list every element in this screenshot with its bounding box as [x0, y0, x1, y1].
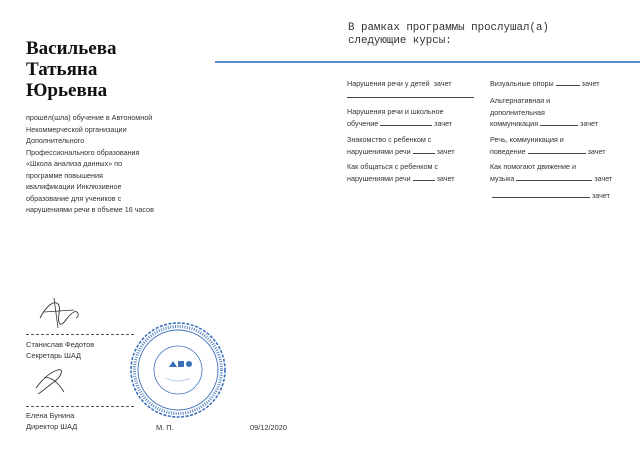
course-title: Речь, коммуникация и	[490, 135, 564, 144]
course-title: нарушениями речи	[347, 173, 411, 183]
signatory-name: Станислав Федотов	[26, 340, 95, 349]
signature-line	[26, 334, 134, 335]
course-underline	[516, 173, 592, 181]
course-title: Нарушения речи и школьное	[347, 107, 444, 116]
course-status: зачет	[594, 173, 613, 183]
signatory-role: Директор ШАД	[26, 422, 78, 431]
courses-heading	[348, 22, 628, 48]
course-status: зачет	[592, 191, 610, 200]
signatory-block	[26, 339, 94, 361]
stamp-label: М. П.	[156, 423, 174, 432]
statement-line: квалификации Инклюзивное	[26, 182, 122, 191]
course-title: Как помогают движение и	[490, 162, 576, 171]
course-item	[490, 78, 630, 90]
signature-line	[26, 406, 134, 407]
signature-bunina	[28, 364, 72, 398]
statement-line: прошёл(шла) обучение в Автономной	[26, 113, 153, 122]
recipient-first-name: Татьяна	[26, 59, 98, 80]
signatory-name: Елена Бунина	[26, 411, 75, 420]
course-title: Альтернативная и	[490, 96, 551, 105]
statement-line: программе повышения	[26, 170, 103, 180]
recipient-surname: Васильева	[26, 38, 117, 59]
statement-line: образование для учеников с	[26, 193, 122, 203]
course-title: Визуальные опоры	[490, 79, 554, 88]
heading-line: В рамках программы прослушал(а)	[348, 22, 549, 34]
heading-rule	[215, 61, 640, 63]
course-title: музыка	[490, 173, 515, 183]
course-item	[347, 106, 477, 129]
statement-line: Профессионального образования	[26, 147, 140, 157]
course-underline	[380, 118, 432, 126]
course-item	[347, 78, 477, 101]
course-title: коммуникация	[490, 119, 539, 128]
course-title: поведение	[490, 146, 526, 156]
course-title: Знакомство с ребенком с	[347, 135, 432, 144]
course-underline	[492, 190, 590, 198]
official-stamp	[128, 320, 228, 420]
statement-line: нарушениями речи в объеме 16 часов	[26, 205, 154, 214]
statement-line: Некоммерческой организации	[26, 124, 127, 134]
course-title: нарушениями речи	[347, 146, 411, 156]
issue-date: 09/12/2020	[250, 423, 287, 432]
course-item	[490, 161, 630, 184]
course-underline	[347, 90, 474, 98]
recipient-name	[26, 38, 216, 101]
course-status: зачет	[436, 146, 455, 156]
course-title: Как общаться с ребенком с	[347, 162, 438, 171]
course-underline	[413, 173, 435, 181]
course-underline	[556, 78, 580, 86]
course-title: дополнительная	[490, 107, 545, 117]
course-status: зачет	[436, 173, 455, 183]
signatory-block	[26, 410, 77, 432]
course-underline	[528, 146, 586, 154]
course-underline	[540, 118, 578, 126]
course-status: зачет	[433, 79, 452, 88]
course-item	[347, 161, 477, 184]
course-item	[490, 134, 630, 157]
completion-statement	[26, 112, 196, 216]
course-status: зачет	[581, 79, 600, 88]
course-status: зачет	[580, 119, 599, 128]
course-item	[492, 190, 632, 202]
signature-fedotov	[34, 296, 84, 332]
course-item	[490, 95, 630, 130]
recipient-patronymic: Юрьевна	[26, 80, 108, 101]
statement-line: «Школа анализа данных» по	[26, 159, 123, 168]
course-title: обучение	[347, 118, 379, 128]
course-title: Нарушения речи у детей	[347, 79, 430, 88]
signatory-role: Секретарь ШАД	[26, 351, 82, 360]
course-status: зачет	[434, 118, 453, 128]
course-item	[347, 134, 477, 157]
course-status: зачет	[587, 146, 606, 156]
statement-line: Дополнительного	[26, 136, 85, 145]
course-underline	[413, 146, 435, 154]
heading-line: следующие курсы:	[348, 35, 452, 47]
